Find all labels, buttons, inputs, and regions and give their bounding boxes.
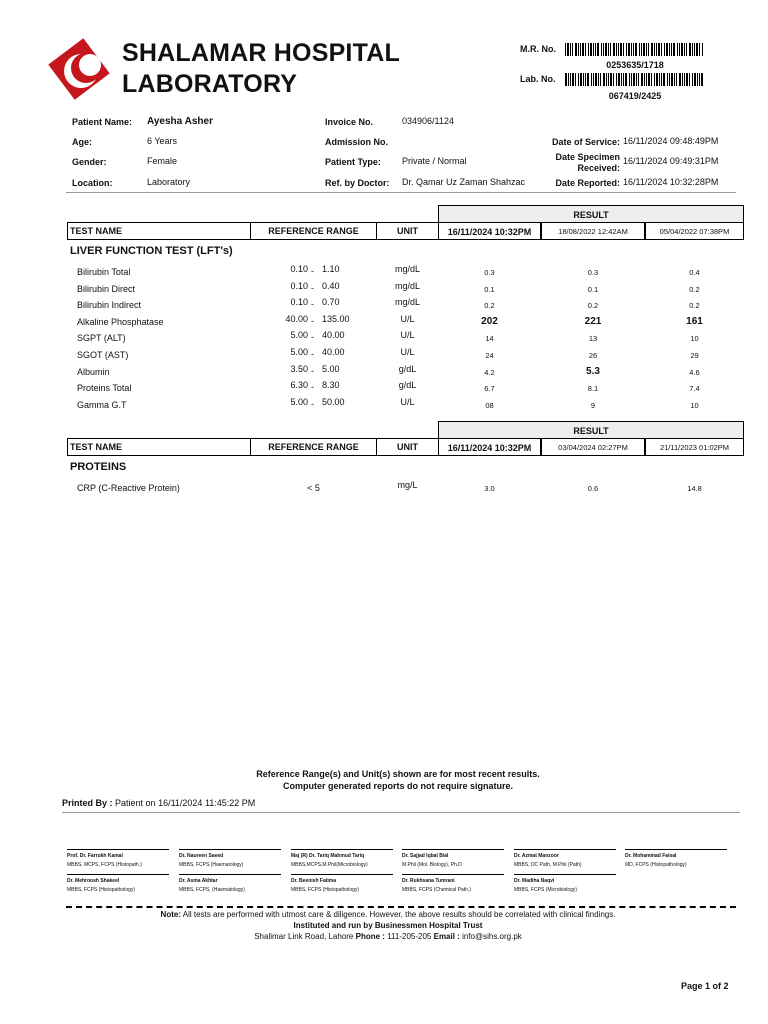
range-dash: - xyxy=(311,266,314,276)
mr-barcode xyxy=(565,43,705,56)
result-value-1: 14 xyxy=(485,334,494,344)
ref-high: 40.00 xyxy=(322,330,345,341)
result-value-1: 24 xyxy=(485,351,494,360)
result-value-2: 5.3 xyxy=(586,365,600,377)
ref-doctor-value: Dr. Qamar Uz Zaman Shahzac xyxy=(402,177,526,187)
location-label: Location: xyxy=(72,178,113,188)
result-value-2: 9 xyxy=(590,400,596,410)
unit: mg/dL xyxy=(394,280,420,291)
reported-date-label: Date Reported: xyxy=(555,178,620,188)
result-date-1: 16/11/2024 10:32PM xyxy=(447,443,532,453)
doctor-qualification: MBBS, MCPS, FCPS (Histopath.) xyxy=(67,862,142,868)
ref-low: 5.00 xyxy=(290,330,308,341)
doctor-qualification: MBBS, FCPS (Chemical Path.) xyxy=(402,887,471,893)
doctor-name: Dr. Asma Akhtar xyxy=(179,874,281,884)
unit: U/L xyxy=(400,347,415,357)
ref-range-header: REFERENCE RANGE xyxy=(268,442,359,452)
lab-barcode xyxy=(565,73,705,86)
mr-label: M.R. No. xyxy=(520,44,556,54)
result-value-1: 0.1 xyxy=(484,284,495,294)
unit-header: UNIT xyxy=(397,442,418,452)
doctor-qualification: MBBS, FCPS (Histopathology) xyxy=(291,887,360,893)
doctor-name: Dr. Azmat Manzoor xyxy=(514,849,616,859)
test-name: Proteins Total xyxy=(77,383,132,394)
doctor-signature xyxy=(291,874,393,893)
result-value-3: 7.4 xyxy=(689,384,700,394)
result-value-3: 10 xyxy=(690,400,699,410)
ref-low: 3.50 xyxy=(290,363,308,374)
result-value-3: 4.6 xyxy=(689,367,700,377)
disclaimer xyxy=(0,910,768,919)
result-date-2: 03/04/2024 02:27PM xyxy=(558,443,628,452)
result-value-1: 0.2 xyxy=(484,301,495,311)
result-value-2: 0.3 xyxy=(587,268,599,277)
hospital-name-line2: LABORATORY xyxy=(122,70,298,98)
ref-high: 40.00 xyxy=(322,347,345,357)
result-value-2: 0.1 xyxy=(587,284,599,294)
doctor-name: Maj (R) Dr. Tariq Mahmud Tariq xyxy=(291,849,393,859)
specimen-label-line1: Date Specimen xyxy=(555,152,620,162)
result-value-3: 29 xyxy=(690,351,699,360)
range-dash: - xyxy=(311,282,314,293)
lab-number: 067419/2425 xyxy=(608,91,662,101)
gender-value: Female xyxy=(147,156,178,166)
ref-high: 5.00 xyxy=(322,363,340,374)
phone-label: Phone : xyxy=(355,932,385,941)
result-value-3: 161 xyxy=(686,315,703,327)
reference-note: Reference Range(s) and Unit(s) shown are for most recent results. xyxy=(256,769,540,779)
result-value-3: 0.4 xyxy=(689,268,700,277)
result-value-1: 6.7 xyxy=(484,384,495,394)
result-value-1: 3.0 xyxy=(484,484,495,493)
unit: mg/dL xyxy=(394,297,420,308)
age-value: 6 Years xyxy=(147,136,178,146)
test-name: Bilirubin Total xyxy=(77,267,131,277)
result-value-2: 8.1 xyxy=(587,384,599,394)
service-date-label: Date of Service: xyxy=(551,137,620,147)
test-name: SGPT (ALT) xyxy=(77,333,126,344)
result-value-2: 13 xyxy=(588,334,598,344)
ref-low: 0.10 xyxy=(290,297,308,308)
doctor-qualification: MBBS, FCPS, (Haematology) xyxy=(179,887,245,893)
doctor-signature xyxy=(179,849,281,868)
specimen-label-line2: Received: xyxy=(577,163,620,173)
range-dash: - xyxy=(311,332,314,343)
doctor-signature xyxy=(67,874,169,893)
result-value-2: 0.2 xyxy=(587,301,599,311)
doctor-name: Dr. Madiha Naqvi xyxy=(514,874,616,884)
specimen-date-label xyxy=(520,152,620,174)
doctor-qualification: M.Phil (Mol. Biology), Ph.D xyxy=(402,862,462,868)
hospital-logo xyxy=(48,38,110,100)
address: Shalimar Link Road, Lahore xyxy=(254,932,354,941)
result-date-1: 16/11/2024 10:32PM xyxy=(447,227,532,237)
result-value-2: 0.6 xyxy=(587,484,599,493)
test-name: Alkaline Phosphatase xyxy=(77,316,164,327)
printed-by-value: Patient on 16/11/2024 11:45:22 PM xyxy=(115,798,256,808)
doctor-signature xyxy=(179,874,281,893)
unit: U/L xyxy=(400,396,415,407)
result-value-2: 221 xyxy=(584,315,602,327)
patient-type-value: Private / Normal xyxy=(402,156,467,166)
range-dash: - xyxy=(311,365,314,376)
ref-low: 5.00 xyxy=(290,396,308,407)
range-dash: - xyxy=(311,315,314,326)
result-value-1: 08 xyxy=(485,400,494,410)
patient-name: Ayesha Asher xyxy=(147,116,213,127)
doctor-signature xyxy=(514,849,616,868)
unit: mg/dL xyxy=(394,264,420,274)
doctor-signature xyxy=(67,849,169,868)
printed-by-label: Printed By : xyxy=(62,798,113,808)
result-date-3: 21/11/2023 01:02PM xyxy=(659,443,730,452)
range-dash: - xyxy=(311,382,314,393)
hospital-name-line1: SHALAMAR HOSPITAL xyxy=(122,39,400,67)
patient-type-label: Patient Type: xyxy=(325,157,381,167)
range-dash: - xyxy=(311,299,314,310)
range-dash: - xyxy=(311,398,314,409)
patient-name-label: Patient Name: xyxy=(72,117,133,127)
doctor-signature xyxy=(402,874,504,893)
doctor-name: Dr. Mehroosh Shakeel xyxy=(67,874,169,884)
unit: U/L xyxy=(400,313,415,324)
result-value-3: 10 xyxy=(690,334,699,344)
doctor-name: Dr. Rukhsana Tumrani xyxy=(402,874,504,884)
doctor-qualification: MBBS, FCPS (Histopathology) xyxy=(67,887,136,893)
test-name: Gamma G.T xyxy=(77,399,127,410)
signature-note: Computer generated reports do not require signature. xyxy=(282,781,514,791)
doctor-qualification: MBBS,MCPS,M.Phil(Microbiology) xyxy=(291,862,368,868)
ref-low: 40.00 xyxy=(285,313,308,324)
page-number: Page 1 of 2 xyxy=(681,981,729,991)
test-name: Albumin xyxy=(77,366,110,377)
doctor-name: Dr. Sajjad Iqbal Bial xyxy=(402,849,504,859)
footer-divider xyxy=(62,812,740,813)
lab-label: Lab. No. xyxy=(520,74,556,84)
age-label: Age: xyxy=(72,137,92,147)
test-name: Bilirubin Indirect xyxy=(77,300,142,311)
result-value-1: 202 xyxy=(481,315,498,327)
test-name-header: TEST NAME xyxy=(70,226,123,236)
doctor-signature xyxy=(625,849,727,868)
ref-high: 0.70 xyxy=(322,297,340,308)
doctor-qualification: MD, FCPS (Histopathology) xyxy=(625,862,687,868)
ref-high: 135.00 xyxy=(322,313,350,324)
unit-header: UNIT xyxy=(397,226,418,236)
range-dash: - xyxy=(311,349,314,359)
email-label: Email : xyxy=(433,932,460,941)
result-date-2: 18/08/2022 12:42AM xyxy=(558,227,628,236)
mr-number: 0253635/1718 xyxy=(606,60,664,70)
dashed-divider xyxy=(66,906,736,908)
disclaimer-label: Note: xyxy=(160,910,181,919)
unit: g/dL xyxy=(398,363,417,374)
doctor-name: Dr. Naureen Saeed xyxy=(179,849,281,859)
invoice-value: 034906/1124 xyxy=(402,116,454,126)
test-name: Bilirubin Direct xyxy=(77,283,136,294)
header-divider xyxy=(66,192,736,193)
email: info@sihs.org.pk xyxy=(462,932,522,941)
unit: U/L xyxy=(400,330,415,341)
result-value-3: 0.2 xyxy=(689,301,700,311)
test-name: SGOT (AST) xyxy=(77,350,129,360)
doctor-name: Dr. Beenish Fatima xyxy=(291,874,393,884)
result-header: RESULT xyxy=(573,426,609,436)
test-name: CRP (C-Reactive Protein) xyxy=(77,483,180,493)
result-value-1: 0.3 xyxy=(484,268,495,277)
doctor-signature xyxy=(402,849,504,868)
ref-high: 8.30 xyxy=(322,380,340,391)
admission-label: Admission No. xyxy=(325,137,389,147)
result-date-3: 05/04/2022 07:38PM xyxy=(659,227,730,236)
service-date-value: 16/11/2024 09:48:49PM xyxy=(623,136,719,146)
result-value-2: 26 xyxy=(588,351,598,360)
ref-doctor-label: Ref. by Doctor: xyxy=(325,178,390,188)
ref-range-header: REFERENCE RANGE xyxy=(268,226,359,236)
unit: mg/L xyxy=(397,480,418,490)
gender-label: Gender: xyxy=(72,157,107,167)
doctor-signature xyxy=(291,849,393,868)
disclaimer-text: All tests are performed with utmost care & diligence. However, the above results should be correlated with clinical findings. xyxy=(182,910,616,919)
ref-high: 0.40 xyxy=(322,280,340,291)
location-value: Laboratory xyxy=(147,177,191,187)
result-header: RESULT xyxy=(573,210,609,220)
test-name-header: TEST NAME xyxy=(70,442,123,452)
hospital-name xyxy=(122,38,400,100)
printed-by xyxy=(62,798,255,808)
invoice-label: Invoice No. xyxy=(325,117,374,127)
section-title: LIVER FUNCTION TEST (LFT's) xyxy=(70,245,233,257)
doctor-qualification: MBBS, DC Path, M.Phil (Path) xyxy=(514,862,582,868)
phone: 111-205-205 xyxy=(387,932,432,941)
unit: g/dL xyxy=(398,380,417,391)
ref-low: 0.10 xyxy=(290,264,308,274)
doctor-qualification: MBBS, FCPS (Haematology) xyxy=(179,862,244,868)
specimen-date-value: 16/11/2024 09:49:31PM xyxy=(623,156,719,166)
reported-date-value: 16/11/2024 10:32:28PM xyxy=(623,177,719,187)
doctor-name: Dr. Mohammad Faisal xyxy=(625,849,727,859)
doctor-signature xyxy=(514,874,616,893)
result-value-1: 4.2 xyxy=(484,367,495,377)
ref-low: 5.00 xyxy=(290,347,308,357)
doctor-name: Prof. Dr. Farrukh Kamal xyxy=(67,849,169,859)
ref-low: 6.30 xyxy=(290,380,308,391)
result-value-3: 0.2 xyxy=(689,284,700,294)
doctor-qualification: MBBS, FCPS (Microbiology) xyxy=(514,887,578,893)
result-value-3: 14.8 xyxy=(687,484,702,493)
ref-high: 50.00 xyxy=(322,396,345,407)
ref-range: < 5 xyxy=(307,483,320,493)
address-line xyxy=(0,932,768,941)
trust-line: Instituted and run by Businessmen Hospital Trust xyxy=(293,921,483,930)
ref-low: 0.10 xyxy=(290,280,308,291)
section-title: PROTEINS xyxy=(70,461,127,473)
ref-high: 1.10 xyxy=(322,264,340,274)
